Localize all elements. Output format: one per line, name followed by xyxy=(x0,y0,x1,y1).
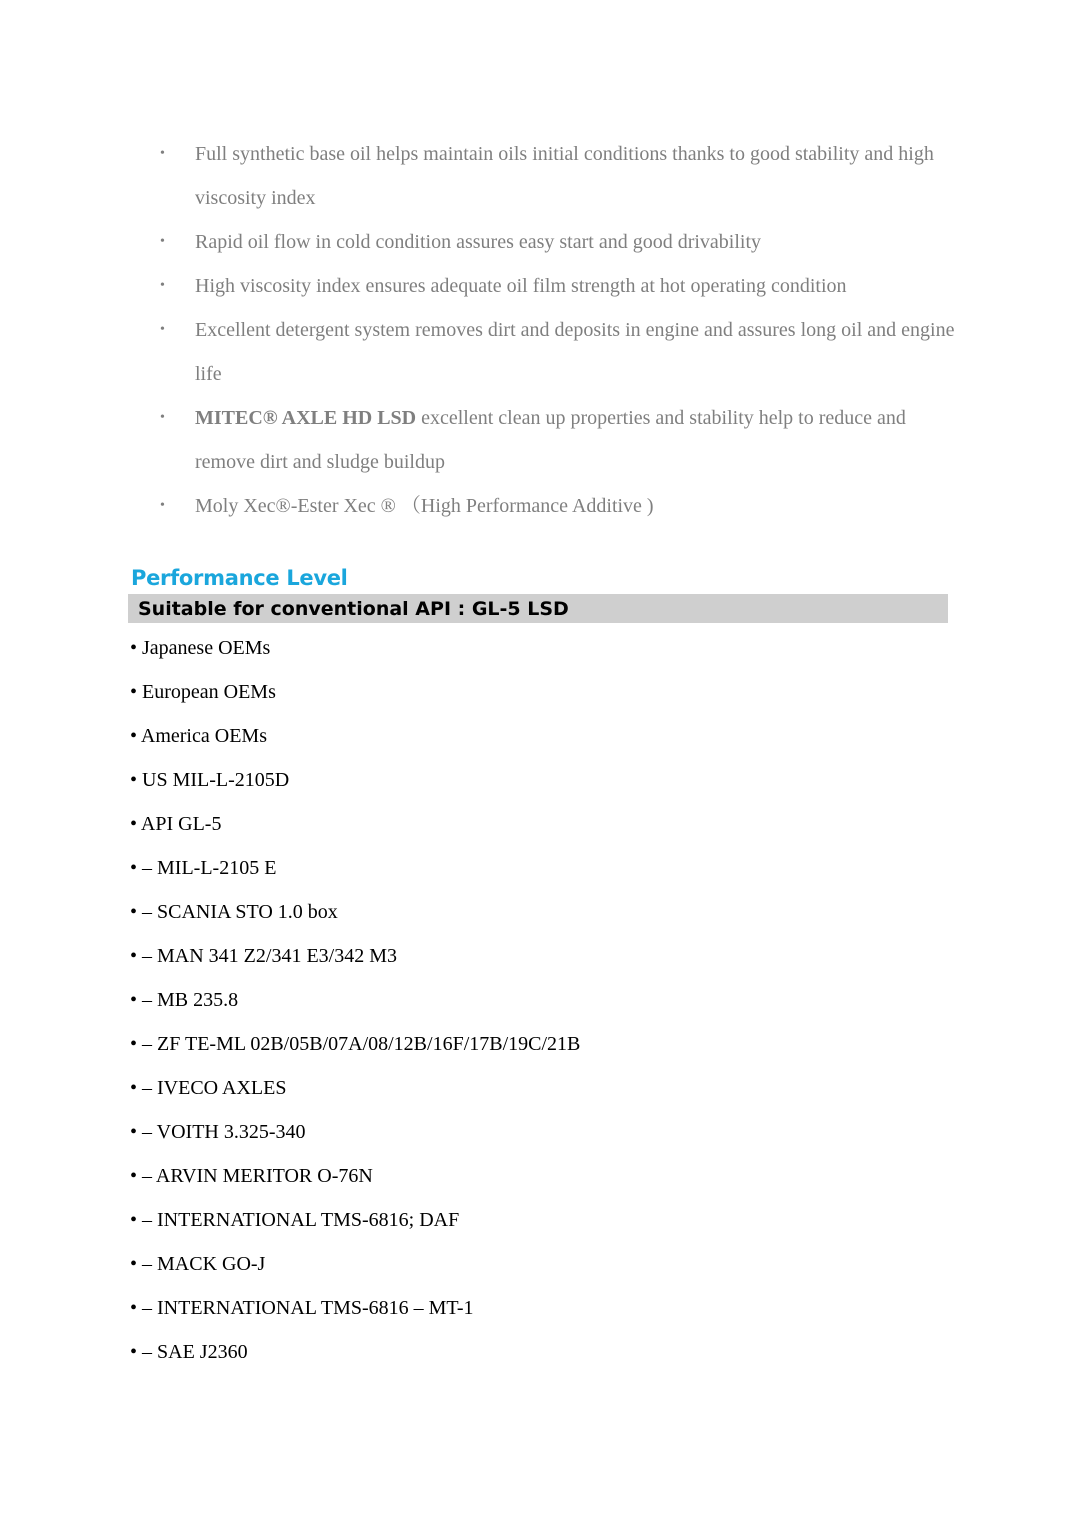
bullet-dot: • xyxy=(160,278,165,293)
spec-item: • – MAN 341 Z2/341 E3/342 M3 xyxy=(130,945,398,967)
spec-item: • America OEMs xyxy=(130,725,267,747)
benefit-item xyxy=(160,220,960,264)
benefit-text: excellent clean up properties and stability help to reduce and remove dirt and sludge buildup xyxy=(195,407,906,473)
benefit-text: Excellent detergent system removes dirt and deposits in engine and assures long oil and engine life xyxy=(195,319,955,385)
spec-item: • – SAE J2360 xyxy=(130,1341,248,1363)
benefits-list xyxy=(160,132,960,528)
bullet-dot: • xyxy=(160,234,165,249)
benefit-item xyxy=(160,484,960,528)
benefit-item xyxy=(160,132,960,220)
spec-item: • – MB 235.8 xyxy=(130,989,239,1011)
spec-item: • – VOITH 3.325-340 xyxy=(130,1121,306,1143)
spec-item: • – ARVIN MERITOR O-76N xyxy=(130,1165,373,1187)
spec-item: • – INTERNATIONAL TMS-6816; DAF xyxy=(130,1209,460,1231)
benefit-item xyxy=(160,396,960,484)
benefit-brand: MITEC® AXLE HD LSD xyxy=(195,407,417,429)
benefit-text: Full synthetic base oil helps maintain oils initial conditions thanks to good stability and high viscosity index xyxy=(195,143,934,209)
spec-item: • – MIL-L-2105 E xyxy=(130,857,277,879)
spec-item: • – ZF TE-ML 02B/05B/07A/08/12B/16F/17B/19C/21B xyxy=(130,1033,581,1055)
bullet-dot: • xyxy=(160,322,165,337)
spec-item: • – INTERNATIONAL TMS-6816 – MT-1 xyxy=(130,1297,474,1319)
spec-item: • Japanese OEMs xyxy=(130,637,271,659)
benefit-item xyxy=(160,308,960,396)
spec-item: • European OEMs xyxy=(130,681,276,703)
benefit-item xyxy=(160,264,960,308)
bullet-dot: • xyxy=(160,498,165,513)
subtitle-text: Suitable for conventional API : GL-5 LSD xyxy=(138,598,569,620)
spec-item: • – SCANIA STO 1.0 box xyxy=(130,901,338,923)
spec-item: • US MIL-L-2105D xyxy=(130,769,290,791)
section-title: Performance Level xyxy=(131,566,348,590)
benefit-text: High viscosity index ensures adequate oil film strength at hot operating condition xyxy=(195,275,847,297)
spec-item: • – MACK GO-J xyxy=(130,1253,266,1275)
bullet-dot: • xyxy=(160,410,165,425)
specs-list xyxy=(130,626,930,1374)
benefit-text: Moly Xec®-Ester Xec ® （High Performance Additive ) xyxy=(195,495,654,517)
spec-item: • API GL-5 xyxy=(130,813,222,835)
benefit-text: Rapid oil flow in cold condition assures easy start and good drivability xyxy=(195,231,762,253)
spec-item: • – IVECO AXLES xyxy=(130,1077,287,1099)
subtitle-bar xyxy=(128,594,948,623)
bullet-dot: • xyxy=(160,146,165,161)
